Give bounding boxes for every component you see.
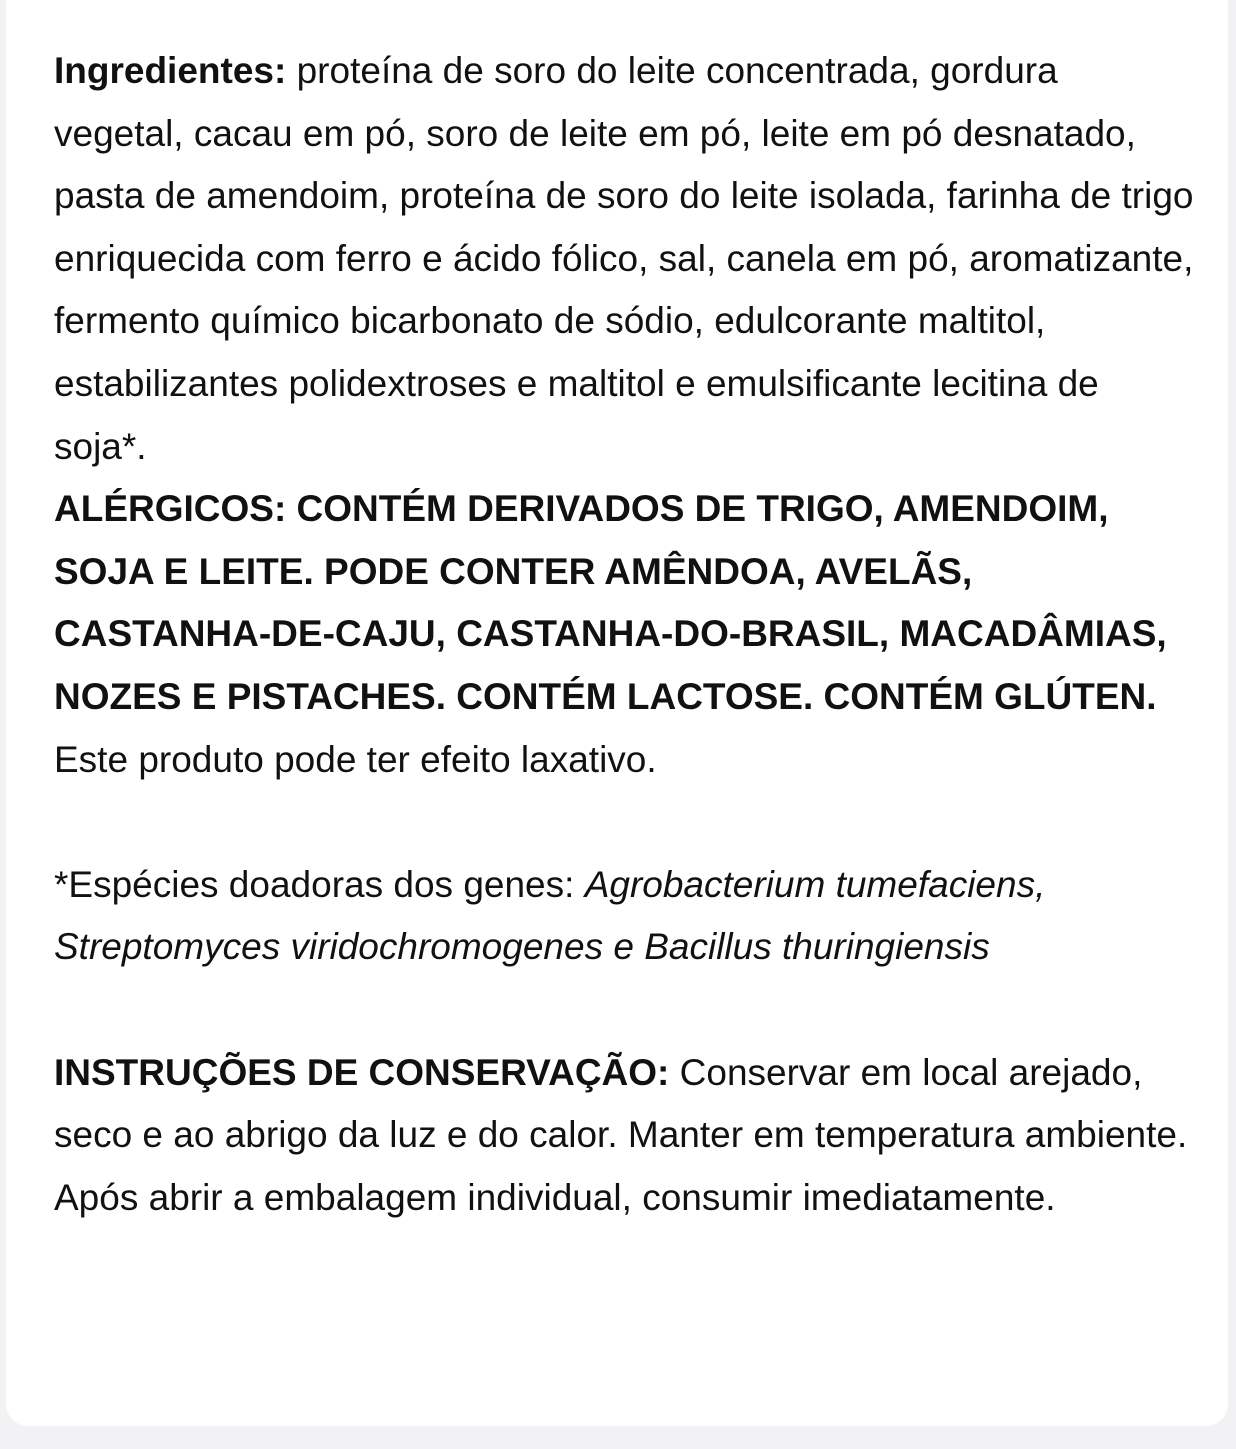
gmo-note-prefix: *Espécies doadoras dos genes: — [54, 863, 585, 905]
spacer — [54, 979, 1228, 1042]
storage-label: INSTRUÇÕES DE CONSERVAÇÃO: — [54, 1051, 670, 1093]
allergens-warning: ALÉRGICOS: CONTÉM DERIVADOS DE TRIGO, AMENDOIM, SOJA E LEITE. PODE CONTER AMÊNDOA, AVELÃS, CASTANHA-DE-CAJU, CASTANHA-DO-BRASIL, MACADÂMIAS, NOZES E PISTACHES. CONTÉM LACTOSE. CONTÉM GLÚTEN. — [54, 488, 1167, 717]
storage-text: Conservar em local arejado, seco e ao abrigo da luz e do calor. Manter em temperatura ambiente. Após abrir a embalagem individual, consumir imediatamente. — [54, 1051, 1188, 1218]
gmo-species: Agrobacterium tumefaciens, Streptomyces viridochromogenes e Bacillus thuringiensis — [54, 863, 1046, 968]
ingredients-paragraph — [54, 40, 1194, 478]
product-info-card — [6, 0, 1228, 1426]
ingredients-text: proteína de soro do leite concentrada, gordura vegetal, cacau em pó, soro de leite em pó, leite em pó desnatado, pasta de amendoim, proteína de soro do leite isolada, farinha de trigo enriquecida com ferro e ácido fólico, sal, canela em pó, aromatizante, fermento químico bicarbonato de sódio, edulcorante maltitol, estabilizantes polidextroses e maltitol e emulsificante lecitina de soja*. — [54, 50, 1194, 467]
gmo-note — [54, 854, 1194, 979]
laxative-warning: Este produto pode ter efeito laxativo. — [54, 738, 657, 780]
spacer — [54, 791, 1228, 854]
storage-instructions — [54, 1042, 1194, 1230]
ingredients-label: Ingredientes: — [54, 50, 287, 91]
